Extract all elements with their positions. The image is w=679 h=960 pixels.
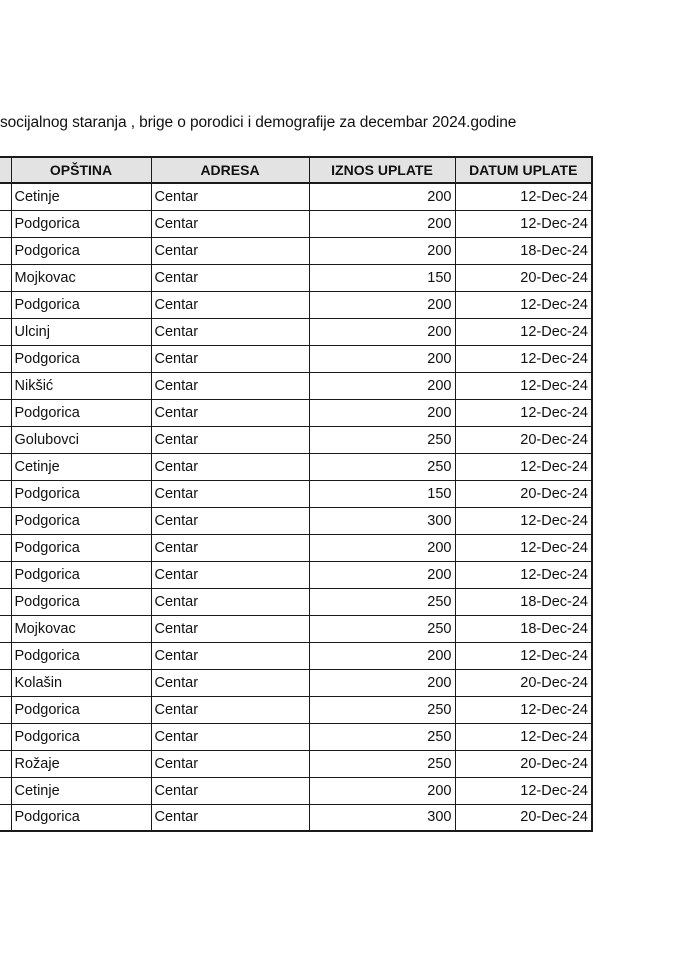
table-row — [0, 534, 592, 561]
table-row — [0, 372, 592, 399]
table-row — [0, 588, 592, 615]
table-row — [0, 507, 592, 534]
cell-opstina: Mojkovac — [11, 264, 151, 291]
cell-adresa: Centar — [151, 318, 309, 345]
cell-iznos: 200 — [309, 399, 455, 426]
cell-adresa: Centar — [151, 669, 309, 696]
cell-adresa: Centar — [151, 534, 309, 561]
table-row — [0, 696, 592, 723]
cell-datum: 12-Dec-24 — [455, 507, 592, 534]
cell-edge — [0, 345, 11, 372]
cell-datum: 12-Dec-24 — [455, 642, 592, 669]
cell-edge — [0, 534, 11, 561]
cell-opstina: Podgorica — [11, 507, 151, 534]
table-row — [0, 426, 592, 453]
cell-datum: 18-Dec-24 — [455, 615, 592, 642]
payments-table — [0, 156, 593, 832]
cell-iznos: 200 — [309, 291, 455, 318]
cell-adresa: Centar — [151, 453, 309, 480]
cell-iznos: 150 — [309, 264, 455, 291]
table-row — [0, 777, 592, 804]
cell-iznos: 250 — [309, 723, 455, 750]
cell-adresa: Centar — [151, 264, 309, 291]
cell-edge — [0, 507, 11, 534]
cell-datum: 12-Dec-24 — [455, 345, 592, 372]
cell-opstina: Podgorica — [11, 210, 151, 237]
cell-iznos: 250 — [309, 588, 455, 615]
cell-edge — [0, 588, 11, 615]
cell-iznos: 200 — [309, 777, 455, 804]
cell-edge — [0, 291, 11, 318]
cell-edge — [0, 723, 11, 750]
table-row — [0, 723, 592, 750]
cell-edge — [0, 804, 11, 831]
cell-edge — [0, 777, 11, 804]
cell-opstina: Cetinje — [11, 453, 151, 480]
cell-opstina: Ulcinj — [11, 318, 151, 345]
cell-opstina: Podgorica — [11, 588, 151, 615]
cell-opstina: Cetinje — [11, 183, 151, 210]
cell-iznos: 250 — [309, 696, 455, 723]
cell-adresa: Centar — [151, 480, 309, 507]
column-header-opstina: OPŠTINA — [11, 157, 151, 183]
cell-adresa: Centar — [151, 237, 309, 264]
cell-adresa: Centar — [151, 345, 309, 372]
cell-iznos: 200 — [309, 669, 455, 696]
cell-iznos: 250 — [309, 453, 455, 480]
cell-datum: 20-Dec-24 — [455, 750, 592, 777]
cell-adresa: Centar — [151, 696, 309, 723]
cell-datum: 12-Dec-24 — [455, 561, 592, 588]
cell-opstina: Podgorica — [11, 291, 151, 318]
table-row — [0, 318, 592, 345]
cell-opstina: Golubovci — [11, 426, 151, 453]
cell-adresa: Centar — [151, 777, 309, 804]
cell-iznos: 200 — [309, 642, 455, 669]
cell-adresa: Centar — [151, 210, 309, 237]
cell-iznos: 200 — [309, 318, 455, 345]
cell-edge — [0, 750, 11, 777]
cell-edge — [0, 399, 11, 426]
table-row — [0, 669, 592, 696]
cell-datum: 12-Dec-24 — [455, 777, 592, 804]
cell-iznos: 200 — [309, 183, 455, 210]
table-row — [0, 237, 592, 264]
table-row — [0, 291, 592, 318]
page-title: socijalnog staranja , brige o porodici i demografije za decembar 2024.godine — [0, 114, 517, 131]
cell-datum: 12-Dec-24 — [455, 372, 592, 399]
cell-iznos: 200 — [309, 237, 455, 264]
table-row — [0, 210, 592, 237]
table-row — [0, 264, 592, 291]
cell-datum: 18-Dec-24 — [455, 588, 592, 615]
cell-edge — [0, 642, 11, 669]
table-row — [0, 615, 592, 642]
cell-edge — [0, 615, 11, 642]
cell-edge — [0, 453, 11, 480]
cell-edge — [0, 669, 11, 696]
table-row — [0, 183, 592, 210]
cell-iznos: 300 — [309, 507, 455, 534]
cell-opstina: Mojkovac — [11, 615, 151, 642]
cell-datum: 12-Dec-24 — [455, 453, 592, 480]
cell-edge — [0, 237, 11, 264]
cell-adresa: Centar — [151, 426, 309, 453]
cell-adresa: Centar — [151, 372, 309, 399]
cell-edge — [0, 480, 11, 507]
cell-iznos: 250 — [309, 615, 455, 642]
cell-datum: 20-Dec-24 — [455, 669, 592, 696]
cell-opstina: Rožaje — [11, 750, 151, 777]
cell-opstina: Podgorica — [11, 561, 151, 588]
cell-opstina: Podgorica — [11, 642, 151, 669]
cell-datum: 20-Dec-24 — [455, 264, 592, 291]
cell-adresa: Centar — [151, 561, 309, 588]
cell-edge — [0, 426, 11, 453]
cell-datum: 20-Dec-24 — [455, 426, 592, 453]
cell-adresa: Centar — [151, 291, 309, 318]
cell-iznos: 200 — [309, 345, 455, 372]
cell-adresa: Centar — [151, 507, 309, 534]
table-body — [0, 183, 592, 831]
cell-datum: 20-Dec-24 — [455, 804, 592, 831]
cell-edge — [0, 318, 11, 345]
cell-adresa: Centar — [151, 588, 309, 615]
cell-datum: 12-Dec-24 — [455, 291, 592, 318]
cell-iznos: 200 — [309, 561, 455, 588]
table-header-row — [0, 157, 592, 183]
column-header-datum: DATUM UPLATE — [455, 157, 592, 183]
cell-opstina: Nikšić — [11, 372, 151, 399]
cell-iznos: 250 — [309, 426, 455, 453]
cell-opstina: Podgorica — [11, 804, 151, 831]
cell-edge — [0, 183, 11, 210]
column-header-iznos: IZNOS UPLATE — [309, 157, 455, 183]
cell-datum: 12-Dec-24 — [455, 534, 592, 561]
cell-opstina: Podgorica — [11, 345, 151, 372]
table-row — [0, 345, 592, 372]
cell-opstina: Cetinje — [11, 777, 151, 804]
cell-opstina: Podgorica — [11, 696, 151, 723]
cell-iznos: 200 — [309, 210, 455, 237]
cell-datum: 20-Dec-24 — [455, 480, 592, 507]
cell-edge — [0, 696, 11, 723]
column-header-adresa: ADRESA — [151, 157, 309, 183]
table-row — [0, 750, 592, 777]
cell-adresa: Centar — [151, 750, 309, 777]
cell-datum: 12-Dec-24 — [455, 183, 592, 210]
cell-iznos: 200 — [309, 534, 455, 561]
cell-datum: 12-Dec-24 — [455, 318, 592, 345]
cell-iznos: 200 — [309, 372, 455, 399]
cell-edge — [0, 264, 11, 291]
cell-edge — [0, 210, 11, 237]
cell-adresa: Centar — [151, 399, 309, 426]
cell-datum: 18-Dec-24 — [455, 237, 592, 264]
cell-iznos: 300 — [309, 804, 455, 831]
cell-edge — [0, 372, 11, 399]
cell-edge — [0, 561, 11, 588]
cell-adresa: Centar — [151, 642, 309, 669]
table-row — [0, 453, 592, 480]
cell-iznos: 250 — [309, 750, 455, 777]
table-row — [0, 804, 592, 831]
column-header-edge — [0, 157, 11, 183]
table-row — [0, 399, 592, 426]
cell-adresa: Centar — [151, 804, 309, 831]
cell-opstina: Podgorica — [11, 534, 151, 561]
table-row — [0, 561, 592, 588]
cell-opstina: Podgorica — [11, 480, 151, 507]
cell-opstina: Podgorica — [11, 723, 151, 750]
cell-adresa: Centar — [151, 723, 309, 750]
cell-iznos: 150 — [309, 480, 455, 507]
cell-adresa: Centar — [151, 183, 309, 210]
table-row — [0, 642, 592, 669]
cell-datum: 12-Dec-24 — [455, 723, 592, 750]
cell-datum: 12-Dec-24 — [455, 696, 592, 723]
cell-datum: 12-Dec-24 — [455, 210, 592, 237]
cell-opstina: Podgorica — [11, 237, 151, 264]
cell-opstina: Podgorica — [11, 399, 151, 426]
table-row — [0, 480, 592, 507]
cell-datum: 12-Dec-24 — [455, 399, 592, 426]
cell-adresa: Centar — [151, 615, 309, 642]
cell-opstina: Kolašin — [11, 669, 151, 696]
